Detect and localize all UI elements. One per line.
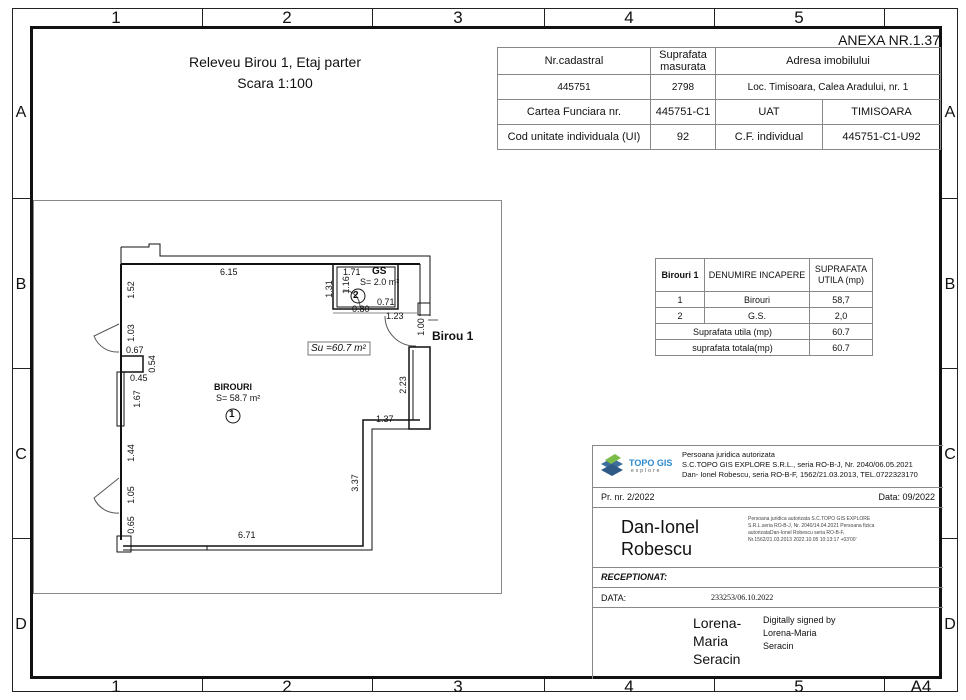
dim-right-upper: 2.23 [397, 376, 408, 394]
room-1-area-label: S= 58.7 m² [216, 393, 261, 403]
drawing-title: Releveu Birou 1, Etaj parter [189, 54, 361, 70]
rooms-header-name: DENUMIRE INCAPERE [705, 259, 810, 292]
dim-left-6: 1.67 [131, 390, 142, 408]
row-C-right: C [944, 446, 956, 463]
data-value: 233253/06.10.2022 [711, 593, 774, 602]
signer-digital-signature: Persoana juridica autorizata S.C.TOPO GIS EXPLORE S.R.L.seria RO-B-J, Nr. 2040/14.04.2021 Persoana fizica autorizataDan-Ionel Robescu seria RO-B-F, Nr.1562/21.03.2013 2022.10.05 10:13:17 +03'00' [748, 516, 875, 543]
received-row [593, 568, 943, 588]
row-D-left: D [15, 616, 27, 633]
signer-row [593, 508, 943, 568]
cell-cfi-value: 445751-C1-U92 [823, 125, 941, 150]
company-line-2: S.C.TOPO GIS EXPLORE S.R.L., seria RO-B-J, Nr. 2040/06.05.2021 [682, 460, 913, 469]
col-4: 4 [624, 8, 634, 27]
col-3: 3 [453, 8, 463, 27]
col-2: 2 [282, 8, 292, 27]
dim-bottom: 6.71 [238, 530, 256, 540]
bottom-col-2: 2 [282, 677, 292, 696]
room-2-number: 2 [353, 290, 359, 301]
useful-area-value: 60.7 [810, 324, 873, 340]
dim-left-3: 0.67 [126, 345, 144, 355]
room-2-area: 2,0 [810, 308, 873, 324]
dim-left-2: 1.03 [125, 324, 136, 342]
bottom-col-4: 4 [624, 677, 634, 696]
paper-size: A4 [910, 677, 932, 696]
topo-gis-logo-icon [597, 450, 627, 482]
useful-area-label: Suprafata utila (mp) [656, 324, 810, 340]
receiver-digital-signature: Digitally signed by Lorena-Maria Seracin [763, 615, 836, 651]
cell-ui-value: 92 [651, 125, 716, 150]
room-2-area-label: S= 2.0 m² [360, 277, 400, 287]
data-row [593, 588, 943, 608]
cell-cf-value: 445751-C1 [651, 100, 716, 125]
row-B-right: B [944, 276, 956, 293]
data-label: DATA: [601, 593, 627, 603]
dim-top: 6.15 [220, 267, 238, 277]
company-row [593, 445, 943, 488]
header-suprafata: Suprafata masurata [651, 48, 716, 75]
company-line-3: Dan- Ionel Robescu, seria RO-B-F, 1562/21.03.2013, TEL.0722323170 [682, 470, 918, 479]
room-2-name-label: GS [372, 266, 387, 277]
row-D-right: D [944, 616, 956, 633]
dim-door-right: 1.23 [386, 311, 404, 321]
signer-name: Dan-Ionel Robescu [621, 517, 700, 559]
dim-gs-left: 1.31 [323, 280, 334, 298]
dim-left-1: 1.52 [125, 281, 136, 299]
unit-label: Birou 1 [432, 329, 474, 343]
cell-adresa: Loc. Timisoara, Calea Aradului, nr. 1 [716, 75, 941, 100]
col-1: 1 [111, 8, 121, 27]
total-area-value: 60.7 [810, 340, 873, 356]
row-B-left: B [15, 276, 27, 293]
logo-subtext: explore [631, 468, 662, 474]
cell-uat-value: TIMISOARA [823, 100, 941, 125]
dim-gs-bottom: 0.80 [352, 304, 370, 314]
dim-left-4: 0.54 [146, 355, 157, 373]
logo-text: TOPO GIS [629, 458, 673, 468]
dim-left-9: 0.65 [125, 516, 136, 534]
dim-gs-right: 0.71 [377, 297, 395, 307]
row-A-left: A [15, 104, 27, 121]
annex-number: ANEXA NR.1.37 [838, 32, 940, 48]
bottom-col-1: 1 [111, 677, 121, 696]
room-1-name: Birouri [705, 292, 810, 308]
dim-right-lower: 3.37 [349, 474, 360, 492]
room-1-number: 1 [229, 409, 235, 420]
received-label: RECEPTIONAT: [601, 572, 668, 582]
cell-suprafata: 2798 [651, 75, 716, 100]
dim-left-7: 1.44 [125, 444, 136, 462]
receiver-name: Lorena-Maria Seracin [693, 615, 742, 667]
dim-left-8: 1.05 [125, 486, 136, 504]
room-2-nr: 2 [656, 308, 705, 324]
drawing-scale: Scara 1:100 [237, 75, 313, 91]
cell-cfi-label: C.F. individual [716, 125, 823, 150]
room-2-name: G.S. [705, 308, 810, 324]
cell-cadastral: 445751 [498, 75, 651, 100]
dim-gs-inner: 1.16 [340, 276, 351, 294]
dim-step: 1.37 [376, 414, 394, 424]
bottom-col-3: 3 [453, 677, 463, 696]
cell-ui-label: Cod unitate individuala (UI) [498, 125, 651, 150]
room-1-area: 58,7 [810, 292, 873, 308]
receiver-row [593, 608, 943, 678]
useful-area-plan-label: Su =60.7 m² [311, 343, 366, 354]
dim-entry: 1.00 [415, 318, 426, 336]
company-line-1: Persoana juridica autorizata [682, 450, 775, 459]
cell-cf-label: Cartea Funciara nr. [498, 100, 651, 125]
header-nr-cadastral: Nr.cadastral [498, 48, 651, 75]
title-block [592, 445, 943, 679]
project-date: Data: 09/2022 [878, 492, 935, 502]
bottom-col-5: 5 [794, 677, 804, 696]
rooms-header-unit: Birouri 1 [656, 259, 705, 292]
room-1-nr: 1 [656, 292, 705, 308]
header-adresa: Adresa imobilului [716, 48, 941, 75]
row-A-right: A [944, 104, 956, 121]
company-info [682, 450, 918, 480]
project-number: Pr. nr. 2/2022 [601, 492, 655, 502]
room-1-name-label: BIROURI [214, 382, 252, 392]
row-C-left: C [15, 446, 27, 463]
rooms-header-area: SUPRAFATA UTILA (mp) [810, 259, 873, 292]
dim-gs-top: 1.71 [343, 267, 361, 277]
dim-left-5: 0.45 [130, 373, 148, 383]
total-area-label: suprafata totala(mp) [656, 340, 810, 356]
project-row [593, 488, 943, 508]
cell-uat-label: UAT [716, 100, 823, 125]
col-5: 5 [794, 8, 804, 27]
